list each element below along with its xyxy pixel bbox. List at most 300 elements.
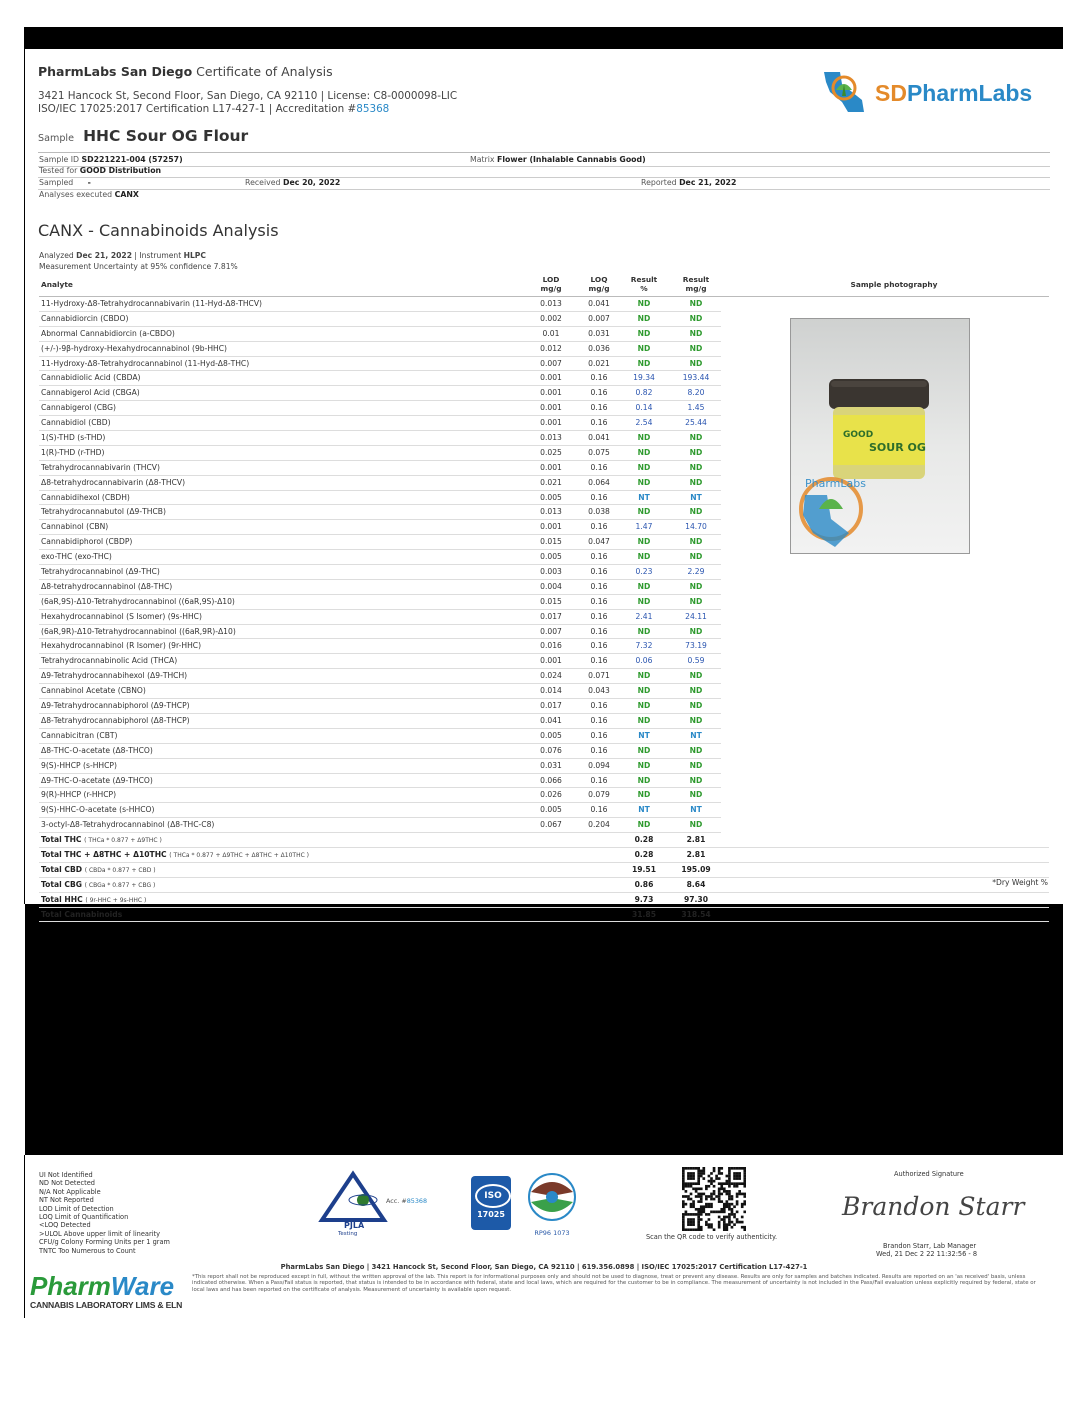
lod-value: 0.005 — [540, 805, 562, 815]
loq-value: 0.047 — [588, 537, 610, 547]
pharmware-logo — [30, 1272, 182, 1310]
result-percent: ND — [637, 433, 651, 443]
result-percent: ND — [637, 299, 651, 308]
lod-value: 0.007 — [540, 626, 562, 636]
lod-value: 0.001 — [540, 388, 562, 398]
analyte-name: exo-THC (exo-THC) — [41, 552, 112, 562]
reported-label: Reported — [641, 178, 677, 187]
result-percent: ND — [637, 671, 651, 681]
col-result-mg — [671, 276, 721, 293]
legend-item: <LOQ Detected — [39, 1221, 91, 1230]
result-percent: ND — [637, 760, 651, 770]
analyte-name: 9(S)-HHC-O-acetate (s-HHCO) — [41, 805, 155, 815]
loq-value: 0.075 — [588, 447, 610, 457]
legend-item: ND Not Detected — [39, 1179, 95, 1188]
result-mg: ND — [689, 343, 703, 353]
lod-value: 0.001 — [540, 403, 562, 413]
total-row — [39, 848, 1049, 863]
california-logo-icon — [818, 66, 878, 116]
signature-label: Authorized Signature — [894, 1170, 964, 1178]
result-mg: ND — [689, 596, 703, 606]
loq-value: 0.16 — [590, 745, 608, 755]
analyses-label: Analyses executed — [39, 190, 113, 199]
lab-address-block — [38, 90, 457, 116]
total-name: Total CBG — [41, 879, 82, 889]
legend-item: LOQ Limit of Quantification — [39, 1213, 129, 1222]
result-mg: 73.19 — [685, 641, 707, 651]
signature-handwriting: Brandon Starr — [842, 1192, 1025, 1221]
matrix-label: Matrix — [470, 155, 495, 164]
result-percent: ND — [637, 745, 651, 755]
total-percent: 9.73 — [634, 894, 654, 904]
result-mg: ND — [689, 745, 703, 755]
table-row — [39, 744, 721, 759]
analyte-name: (6aR,9S)-Δ10-Tetrahydrocannabinol ((6aR,9S)-Δ10) — [41, 596, 235, 606]
loq-value: 0.16 — [590, 805, 608, 815]
legend-item: LOD Limit of Detection — [39, 1204, 114, 1213]
lod-value: 0.005 — [540, 552, 562, 562]
analyte-name: 3-octyl-Δ8-Tetrahydrocannabinol (Δ8-THC-C8) — [41, 820, 215, 830]
divider — [38, 177, 1050, 178]
result-percent: ND — [637, 581, 651, 591]
analyte-name: Δ8-tetrahydrocannabivarin (Δ8-THCV) — [41, 477, 186, 487]
table-totals — [39, 833, 1049, 922]
col-result-mg-label: Result — [682, 275, 710, 284]
result-mg: ND — [689, 358, 703, 368]
loq-value: 0.16 — [590, 611, 608, 621]
lod-value: 0.013 — [540, 299, 562, 308]
lod-value: 0.005 — [540, 492, 562, 502]
analyte-name: Cannabidiorcin (CBDO) — [41, 313, 129, 323]
table-row — [39, 625, 721, 640]
analyte-name: Cannabidiolic Acid (CBDA) — [41, 373, 141, 383]
divider — [38, 152, 1050, 153]
lab-header — [38, 64, 333, 79]
result-mg: ND — [689, 626, 703, 636]
qr-code-icon[interactable] — [682, 1167, 746, 1231]
table-row — [39, 297, 721, 312]
col-result-mg-unit: mg/g — [685, 283, 707, 293]
lod-value: 0.012 — [540, 343, 562, 353]
result-mg: ND — [689, 701, 703, 711]
table-row — [39, 386, 721, 401]
result-percent: 2.54 — [635, 418, 653, 428]
table-row — [39, 684, 721, 699]
lod-value: 0.024 — [540, 671, 562, 681]
jar-label-sour-og: SOUR OG — [869, 441, 926, 454]
col-lod — [529, 276, 573, 293]
watermark-text: PharmLabs — [805, 477, 866, 490]
result-percent: ND — [637, 358, 651, 368]
loq-value: 0.16 — [590, 567, 608, 577]
table-row — [39, 714, 721, 729]
total-percent: 31.85 — [631, 909, 657, 919]
analyte-name: Hexahydrocannabinol (S Isomer) (9s-HHC) — [41, 611, 202, 621]
loq-value: 0.16 — [590, 596, 608, 606]
lod-value: 0.001 — [540, 656, 562, 666]
loq-value: 0.16 — [590, 715, 608, 725]
sampled-label: Sampled — [39, 178, 74, 187]
qr-code[interactable] — [682, 1167, 746, 1231]
result-mg: ND — [689, 328, 703, 338]
total-row — [39, 893, 1049, 908]
lod-value: 0.013 — [540, 433, 562, 443]
divider — [38, 189, 1050, 190]
received-label: Received — [245, 178, 281, 187]
acc-number: 85368 — [406, 1197, 428, 1205]
received-value: Dec 20, 2022 — [282, 178, 341, 187]
iso-number: 17025 — [477, 1210, 505, 1219]
result-percent: ND — [637, 537, 651, 547]
result-mg: ND — [689, 313, 703, 323]
result-percent: ND — [637, 775, 651, 785]
total-label — [41, 893, 146, 908]
jar-image-icon — [791, 319, 969, 553]
table-row — [39, 401, 721, 416]
lod-value: 0.025 — [540, 447, 562, 457]
col-lod-unit: mg/g — [540, 283, 562, 293]
loq-value: 0.16 — [590, 418, 608, 428]
result-percent: ND — [637, 790, 651, 800]
table-row — [39, 416, 721, 431]
loq-value: 0.16 — [590, 656, 608, 666]
result-mg: ND — [689, 760, 703, 770]
lod-value: 0.015 — [540, 537, 562, 547]
pjla-accreditation — [386, 1197, 427, 1205]
analyte-name: Tetrahydrocannabinol (Δ9-THC) — [41, 567, 160, 577]
total-label — [41, 848, 309, 863]
result-mg: 8.20 — [687, 388, 705, 398]
signature-date: Wed, 21 Dec 2 22 11:32:56 - 8 — [876, 1250, 978, 1258]
result-percent: NT — [638, 492, 650, 502]
result-mg: 193.44 — [682, 373, 710, 383]
pjla-sub: Testing — [338, 1231, 358, 1237]
total-name: Total Cannabinoids — [41, 909, 123, 919]
doc-title: Certificate of Analysis — [196, 64, 333, 79]
signature-details — [876, 1242, 978, 1258]
table-row — [39, 818, 721, 833]
matrix-row — [470, 155, 646, 164]
result-mg: 24.11 — [685, 611, 707, 621]
table-row — [39, 565, 721, 580]
redacted-black-block — [25, 904, 1063, 1155]
result-percent: ND — [637, 462, 651, 472]
col-loq-unit: mg/g — [588, 283, 610, 293]
lod-value: 0.007 — [540, 358, 562, 368]
total-label — [41, 908, 122, 923]
analyte-name: Cannabidiphorol (CBDP) — [41, 537, 133, 547]
lod-value: 0.01 — [542, 328, 560, 338]
analyte-name: Cannabicitran (CBT) — [41, 730, 118, 740]
sampled-row — [39, 178, 91, 187]
lod-value: 0.001 — [540, 522, 562, 532]
total-mg: 195.09 — [681, 864, 711, 874]
lod-value: 0.017 — [540, 611, 562, 621]
table-row — [39, 491, 721, 506]
tested-for-value: GOOD Distribution — [79, 166, 162, 175]
result-mg: ND — [689, 686, 703, 696]
total-mg: 318.54 — [681, 909, 711, 919]
lod-value: 0.002 — [540, 313, 562, 323]
result-mg: ND — [689, 671, 703, 681]
result-percent: ND — [637, 343, 651, 353]
lod-value: 0.003 — [540, 567, 562, 577]
col-result-pct-unit: % — [640, 283, 648, 293]
analysis-meta — [39, 251, 238, 272]
signer-name: Brandon Starr, Lab Manager — [882, 1242, 977, 1250]
analyzed-label: Analyzed — [39, 251, 74, 260]
accreditation-link[interactable]: 85368 — [356, 103, 390, 115]
loq-value: 0.041 — [588, 299, 610, 308]
sample-name: HHC Sour OG Flour — [83, 127, 249, 145]
result-mg: ND — [689, 775, 703, 785]
loq-value: 0.16 — [590, 373, 608, 383]
result-mg: ND — [689, 433, 703, 443]
seal-code: RP96 1073 — [534, 1229, 570, 1237]
lod-value: 0.005 — [540, 730, 562, 740]
result-percent: ND — [637, 328, 651, 338]
result-mg: NT — [690, 492, 702, 502]
table-row — [39, 699, 721, 714]
analyte-name: 11-Hydroxy-Δ8-Tetrahydrocannabivarin (11-Hyd-Δ8-THCV) — [41, 299, 263, 308]
result-mg: ND — [689, 790, 703, 800]
result-percent: 2.41 — [635, 611, 653, 621]
analyte-name: Δ8-THC-O-acetate (Δ8-THCO) — [41, 745, 153, 755]
analyte-name: Δ9-Tetrahydrocannabihexol (Δ9-THCH) — [41, 671, 188, 681]
loq-value: 0.071 — [588, 671, 610, 681]
total-row — [39, 833, 1049, 848]
analyte-name: Tetrahydrocannabutol (Δ9-THCB) — [41, 507, 166, 517]
total-formula: ( CBGa * 0.877 + CBG ) — [84, 881, 156, 889]
col-result-pct — [621, 276, 667, 293]
analyte-name: Cannabinol Acetate (CBNO) — [41, 686, 146, 696]
total-mg: 2.81 — [686, 849, 706, 859]
loq-value: 0.007 — [588, 313, 610, 323]
table-row — [39, 431, 721, 446]
total-mg: 97.30 — [683, 894, 709, 904]
total-formula: ( THCa * 0.877 + Δ9THC ) — [84, 837, 162, 845]
loq-value: 0.16 — [590, 388, 608, 398]
table-row — [39, 803, 721, 818]
analyte-name: Tetrahydrocannabivarin (THCV) — [41, 462, 160, 472]
left-border — [24, 27, 25, 904]
analyte-name: (+/-)-9β-hydroxy-Hexahydrocannabinol (9b-HHC) — [41, 343, 228, 353]
legend-item: TNTC Too Numerous to Count — [39, 1246, 136, 1255]
result-mg: 1.45 — [687, 403, 705, 413]
total-row — [39, 878, 1049, 893]
table-row — [39, 312, 721, 327]
table-row — [39, 476, 721, 491]
analyte-name: Δ9-Tetrahydrocannabiphorol (Δ9-THCP) — [41, 701, 190, 711]
result-percent: ND — [637, 686, 651, 696]
logo-text-pharmlabs: PharmLabs — [906, 80, 1033, 106]
col-lod-label: LOD — [542, 275, 560, 284]
abbreviation-legend — [39, 1171, 170, 1255]
analyte-name: Cannabigerol Acid (CBGA) — [41, 388, 140, 398]
reported-value: Dec 21, 2022 — [679, 178, 737, 187]
result-percent: NT — [638, 730, 650, 740]
lod-value: 0.066 — [540, 775, 562, 785]
analyte-name: Δ9-THC-O-acetate (Δ9-THCO) — [41, 775, 153, 785]
total-name: Total CBD — [41, 864, 83, 874]
result-percent: 0.23 — [635, 567, 653, 577]
lod-value: 0.001 — [540, 418, 562, 428]
loq-value: 0.16 — [590, 462, 608, 472]
top-black-bar — [25, 27, 1063, 49]
loq-value: 0.064 — [588, 477, 610, 487]
loq-value: 0.031 — [588, 328, 610, 338]
dry-weight-note: *Dry Weight % — [992, 878, 1048, 887]
left-border-lower — [24, 1155, 25, 1318]
table-row — [39, 535, 721, 550]
col-loq-label: LOQ — [590, 275, 608, 284]
total-row — [39, 863, 1049, 878]
total-percent: 0.28 — [634, 849, 654, 859]
table-row — [39, 550, 721, 565]
table-row — [39, 327, 721, 342]
tested-for-row — [39, 166, 161, 175]
pharmware-text-b: Ware — [110, 1271, 175, 1301]
result-percent: NT — [638, 805, 650, 815]
table-row — [39, 669, 721, 684]
total-name: Total HHC — [41, 894, 83, 904]
legend-item: NT Not Reported — [39, 1196, 94, 1205]
total-mg: 2.81 — [686, 835, 706, 845]
table-row — [39, 461, 721, 476]
sample-photo — [790, 318, 970, 554]
result-percent: ND — [637, 477, 651, 487]
loq-value: 0.094 — [588, 760, 610, 770]
lod-value: 0.014 — [540, 686, 562, 696]
analyte-name: Cannabinol (CBN) — [41, 522, 109, 532]
uncertainty-line: Measurement Uncertainty at 95% confidence 7.81% — [39, 261, 238, 271]
loq-value: 0.204 — [588, 820, 610, 830]
analyte-name: 9(S)-HHCP (s-HHCP) — [41, 760, 117, 770]
analyte-name: Hexahydrocannabinol (R Isomer) (9r-HHC) — [41, 641, 202, 651]
result-percent: 0.82 — [635, 388, 653, 398]
result-percent: 19.34 — [633, 373, 655, 383]
lod-value: 0.076 — [540, 745, 562, 755]
sample-label: Sample — [38, 133, 74, 144]
result-mg: 25.44 — [685, 418, 707, 428]
table-row — [39, 357, 721, 372]
result-percent: 7.32 — [635, 641, 653, 651]
logo-text-sd: SD — [875, 80, 907, 106]
pjla-triangle-icon — [318, 1170, 388, 1234]
analyses-value: CANX — [114, 190, 139, 199]
reported-row — [641, 178, 736, 187]
loq-value: 0.16 — [590, 492, 608, 502]
legend-item: CFU/g Colony Forming Units per 1 gram — [39, 1238, 170, 1247]
table-row — [39, 505, 721, 520]
total-mg: 8.64 — [686, 879, 706, 889]
loq-value: 0.041 — [588, 433, 610, 443]
analyte-name: Abnormal Cannabidiorcin (a-CBDO) — [41, 328, 175, 338]
loq-value: 0.036 — [588, 343, 610, 353]
sample-id: SD221221-004 (57257) — [81, 155, 183, 164]
table-row — [39, 654, 721, 669]
result-mg: NT — [690, 805, 702, 815]
table-row — [39, 580, 721, 595]
result-percent: 0.06 — [635, 656, 653, 666]
analyte-name: 1(R)-THD (r-THD) — [41, 447, 105, 457]
col-photo: Sample photography — [850, 280, 938, 289]
table-row — [39, 610, 721, 625]
result-mg: 0.59 — [687, 656, 705, 666]
loq-value: 0.043 — [588, 686, 610, 696]
table-row — [39, 371, 721, 386]
result-mg: ND — [689, 552, 703, 562]
col-loq — [577, 276, 621, 293]
legend-item: >ULOL Above upper limit of linearity — [39, 1229, 160, 1238]
analyses-row — [39, 190, 139, 199]
loq-value: 0.16 — [590, 552, 608, 562]
table-row — [39, 774, 721, 789]
total-name: Total THC — [41, 835, 82, 845]
col-analyte: Analyte — [41, 280, 73, 289]
analyte-name: 11-Hydroxy-Δ8-Tetrahydrocannabinol (11-Hyd-Δ8-THC) — [41, 358, 250, 368]
pharmware-sub: CANNABIS LABORATORY LIMS & ELN — [30, 1300, 183, 1310]
result-mg: 14.70 — [685, 522, 707, 532]
sample-title — [38, 126, 248, 145]
result-percent: ND — [637, 313, 651, 323]
result-percent: ND — [637, 447, 651, 457]
loq-value: 0.16 — [590, 522, 608, 532]
result-percent: ND — [637, 715, 651, 725]
iso-prefix: ISO/IEC 17025:2017 Certification L17-427-1 | Accreditation # — [38, 103, 357, 115]
result-percent: ND — [637, 552, 651, 562]
result-mg: ND — [689, 462, 703, 472]
table-row — [39, 595, 721, 610]
analyte-name: Δ8-Tetrahydrocannabiphorol (Δ8-THCP) — [41, 715, 190, 725]
table-header — [39, 275, 1049, 297]
result-mg: ND — [689, 820, 703, 830]
lab-name: PharmLabs San Diego — [38, 64, 193, 79]
analyte-name: Δ8-tetrahydrocannabinol (Δ8-THC) — [41, 581, 173, 591]
result-mg: ND — [689, 581, 703, 591]
legend-item: N/A Not Applicable — [39, 1187, 101, 1196]
table-row — [39, 788, 721, 803]
sample-id-row — [39, 155, 183, 164]
sample-id-label: Sample ID — [39, 155, 80, 164]
total-label — [41, 878, 155, 893]
col-result-pct-label: Result — [630, 275, 658, 284]
result-mg: NT — [690, 730, 702, 740]
result-percent: 1.47 — [635, 522, 653, 532]
result-mg: ND — [689, 507, 703, 517]
jar-label-good: GOOD — [843, 430, 874, 440]
loq-value: 0.021 — [588, 358, 610, 368]
analyte-name: (6aR,9R)-Δ10-Tetrahydrocannabinol ((6aR,9R)-Δ10) — [41, 626, 236, 636]
tested-for-label: Tested for — [39, 166, 78, 175]
lod-value: 0.021 — [540, 477, 562, 487]
lod-value: 0.031 — [540, 760, 562, 770]
analyte-name: Cannabidihexol (CBDH) — [41, 492, 130, 502]
result-percent: ND — [637, 701, 651, 711]
matrix-value: Flower (Inhalable Cannabis Good) — [497, 155, 646, 164]
lod-value: 0.016 — [540, 641, 562, 651]
result-percent: ND — [637, 626, 651, 636]
analysis-title: CANX - Cannabinoids Analysis — [38, 221, 279, 240]
total-percent: 0.86 — [634, 879, 654, 889]
loq-value: 0.16 — [590, 403, 608, 413]
lod-value: 0.004 — [540, 581, 562, 591]
lod-value: 0.013 — [540, 507, 562, 517]
total-formula: ( CBDa * 0.877 + CBD ) — [84, 866, 156, 874]
qr-caption: Scan the QR code to verify authenticity. — [646, 1233, 778, 1241]
total-row — [39, 908, 1049, 923]
analyte-name: 1(S)-THD (s-THD) — [41, 433, 106, 443]
